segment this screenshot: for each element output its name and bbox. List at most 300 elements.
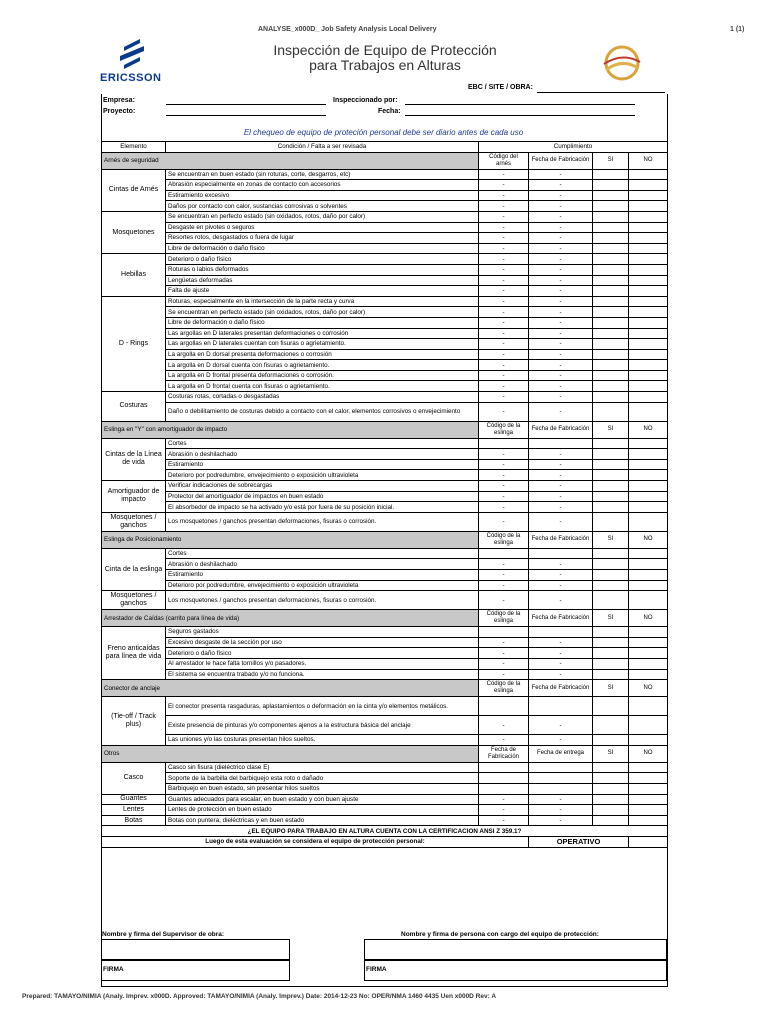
si-cell[interactable] — [593, 211, 629, 222]
date-cell[interactable]: - — [529, 317, 593, 328]
si-cell[interactable] — [593, 697, 629, 716]
date-cell[interactable]: - — [529, 491, 593, 502]
no-cell[interactable] — [629, 512, 668, 531]
code-cell[interactable]: - — [479, 201, 529, 212]
code-cell[interactable]: - — [479, 317, 529, 328]
no-cell[interactable] — [629, 658, 668, 669]
si-cell[interactable] — [593, 669, 629, 680]
checklist-row — [102, 815, 668, 826]
section-col-h1: Código de la eslinga — [479, 610, 529, 627]
no-cell[interactable] — [629, 559, 668, 570]
date-cell[interactable]: - — [529, 360, 593, 371]
date-cell[interactable]: - — [529, 580, 593, 591]
code-cell[interactable] — [479, 627, 529, 638]
date-cell[interactable] — [529, 438, 593, 449]
code-cell[interactable]: - — [479, 559, 529, 570]
section-title: Eslinga en "Y" con amortiguador de impacto — [102, 421, 479, 438]
code-cell[interactable]: - — [479, 254, 529, 265]
code-cell[interactable]: - — [479, 307, 529, 318]
si-cell[interactable] — [593, 222, 629, 233]
cargo-name-box[interactable] — [364, 939, 667, 961]
firma-label-1: FIRMA — [103, 966, 124, 973]
element-name: Guantes — [102, 794, 166, 805]
code-cell[interactable]: - — [479, 392, 529, 403]
empresa-label: Empresa: — [103, 97, 135, 104]
date-cell[interactable] — [529, 697, 593, 716]
condition-text: Lengüetas deformadas — [166, 275, 479, 286]
element-name: Costuras — [102, 392, 166, 422]
checklist-row — [102, 211, 668, 222]
si-cell[interactable] — [593, 762, 629, 773]
element-name: Cinta de la eslinga — [102, 548, 166, 590]
code-cell[interactable]: - — [479, 669, 529, 680]
no-cell[interactable] — [629, 169, 668, 180]
no-cell[interactable] — [629, 296, 668, 307]
date-cell[interactable] — [529, 627, 593, 638]
code-cell[interactable]: - — [479, 296, 529, 307]
no-cell[interactable] — [629, 254, 668, 265]
no-cell[interactable] — [629, 381, 668, 392]
date-cell[interactable]: - — [529, 591, 593, 610]
condition-text: Casco sin fisura (dieléctrico clase E) — [166, 762, 479, 773]
checklist-row — [102, 275, 668, 286]
date-cell[interactable]: - — [529, 339, 593, 350]
date-cell[interactable] — [529, 783, 593, 794]
date-cell[interactable]: - — [529, 243, 593, 254]
date-cell[interactable]: - — [529, 169, 593, 180]
si-cell[interactable] — [593, 735, 629, 746]
cargo-signature-box[interactable] — [364, 959, 667, 981]
site-field[interactable] — [537, 92, 665, 93]
code-cell[interactable]: - — [479, 502, 529, 513]
checklist-row — [102, 658, 668, 669]
si-cell[interactable] — [593, 286, 629, 297]
no-cell[interactable] — [629, 402, 668, 421]
si-cell[interactable] — [593, 773, 629, 784]
condition-text: La argolla en D frontal cuenta con fisuras o agrietamiento. — [166, 381, 479, 392]
date-cell[interactable]: - — [529, 381, 593, 392]
no-cell[interactable] — [629, 570, 668, 581]
code-cell[interactable]: - — [479, 570, 529, 581]
condition-text: Daños por contacto con calor, sustancias corrosivas o solventes — [166, 201, 479, 212]
no-cell[interactable] — [629, 580, 668, 591]
code-cell[interactable]: - — [479, 381, 529, 392]
proyecto-field[interactable] — [166, 115, 326, 116]
date-cell[interactable]: - — [529, 275, 593, 286]
condition-text: Lentes de protección en buen estado — [166, 805, 479, 816]
element-name: Botas — [102, 815, 166, 826]
code-cell[interactable] — [479, 438, 529, 449]
si-cell[interactable] — [593, 317, 629, 328]
no-cell[interactable] — [629, 275, 668, 286]
code-cell[interactable]: - — [479, 339, 529, 350]
checklist-body — [102, 152, 668, 826]
code-cell[interactable]: - — [479, 286, 529, 297]
code-cell[interactable]: - — [479, 580, 529, 591]
si-cell[interactable] — [593, 254, 629, 265]
condition-text: El conector presenta rasgaduras, aplastamientos o deformación en la cinta y/o elementos metálicos. — [166, 697, 479, 716]
si-cell[interactable] — [593, 570, 629, 581]
code-cell[interactable]: - — [479, 481, 529, 492]
code-cell[interactable]: - — [479, 470, 529, 481]
code-cell[interactable]: - — [479, 459, 529, 470]
elemento-header: Elemento — [102, 142, 166, 153]
checklist-row — [102, 449, 668, 460]
date-cell[interactable]: - — [529, 648, 593, 659]
date-cell[interactable]: - — [529, 481, 593, 492]
code-cell[interactable] — [479, 783, 529, 794]
date-cell[interactable]: - — [529, 735, 593, 746]
si-cell[interactable] — [593, 402, 629, 421]
date-cell[interactable]: - — [529, 805, 593, 816]
date-cell[interactable]: - — [529, 222, 593, 233]
checklist-row — [102, 459, 668, 470]
si-cell[interactable] — [593, 637, 629, 648]
si-cell[interactable] — [593, 481, 629, 492]
condition-text: Soporte de la barbilla del barbiquejo esta roto o dañado — [166, 773, 479, 784]
section-title: Conector de anclaje — [102, 680, 479, 697]
condition-text: Libre de deformación o daño físico — [166, 243, 479, 254]
no-cell[interactable] — [629, 591, 668, 610]
inspeccionado-field[interactable] — [405, 104, 635, 105]
si-cell[interactable] — [593, 180, 629, 191]
date-cell[interactable]: - — [529, 559, 593, 570]
no-cell[interactable] — [629, 339, 668, 350]
si-cell[interactable] — [593, 264, 629, 275]
condition-text: Cortes — [166, 438, 479, 449]
ansi-question: ¿EL EQUIPO PARA TRABAJO EN ALTURA CUENTA CON LA CERTIFICACION ANSI Z 359.1? — [102, 826, 668, 837]
inspeccionado-label: Inspeccionado por: — [333, 97, 398, 104]
no-cell[interactable] — [629, 459, 668, 470]
si-cell[interactable] — [593, 328, 629, 339]
si-cell[interactable] — [593, 243, 629, 254]
si-cell[interactable] — [593, 190, 629, 201]
supervisor-signature-box[interactable] — [101, 959, 290, 981]
date-cell[interactable]: - — [529, 794, 593, 805]
no-cell[interactable] — [629, 370, 668, 381]
code-cell[interactable]: - — [479, 794, 529, 805]
checklist-row — [102, 637, 668, 648]
no-cell[interactable] — [629, 470, 668, 481]
section-col-h1: Código de la eslinga — [479, 531, 529, 548]
checklist-row — [102, 491, 668, 502]
no-cell[interactable] — [629, 438, 668, 449]
si-cell[interactable] — [593, 658, 629, 669]
si-cell[interactable] — [593, 548, 629, 559]
condition-text: Existe presencia de pinturas y/o componentes ajenos a la estructura básica del anclaje — [166, 716, 479, 735]
no-cell[interactable] — [629, 697, 668, 716]
section-col-h1: Fecha de Fabricación — [479, 745, 529, 762]
si-cell[interactable] — [593, 580, 629, 591]
code-cell[interactable]: - — [479, 658, 529, 669]
code-cell[interactable]: - — [479, 360, 529, 371]
date-cell[interactable]: - — [529, 264, 593, 275]
code-cell[interactable] — [479, 762, 529, 773]
code-cell[interactable]: - — [479, 243, 529, 254]
date-cell[interactable]: - — [529, 459, 593, 470]
code-cell[interactable]: - — [479, 370, 529, 381]
no-cell[interactable] — [629, 392, 668, 403]
checklist-row — [102, 470, 668, 481]
section-col-h4: NO — [629, 152, 668, 169]
si-cell[interactable] — [593, 648, 629, 659]
element-name: (Tie-off / Track plus) — [102, 697, 166, 746]
section-col-h3: SI — [593, 531, 629, 548]
code-cell[interactable]: - — [479, 233, 529, 244]
si-cell[interactable] — [593, 381, 629, 392]
checklist-row — [102, 438, 668, 449]
si-cell[interactable] — [593, 370, 629, 381]
checklist-row — [102, 254, 668, 265]
no-cell[interactable] — [629, 222, 668, 233]
date-cell[interactable]: - — [529, 512, 593, 531]
date-cell[interactable]: - — [529, 669, 593, 680]
date-cell[interactable]: - — [529, 190, 593, 201]
section-title: Otros — [102, 745, 479, 762]
no-cell[interactable] — [629, 180, 668, 191]
condition-text: Estiramiento — [166, 459, 479, 470]
checklist-row — [102, 328, 668, 339]
si-cell[interactable] — [593, 201, 629, 212]
code-cell[interactable] — [479, 773, 529, 784]
si-cell[interactable] — [593, 275, 629, 286]
no-cell[interactable] — [629, 286, 668, 297]
date-cell[interactable]: - — [529, 716, 593, 735]
date-cell[interactable]: - — [529, 211, 593, 222]
si-cell[interactable] — [593, 502, 629, 513]
date-cell[interactable]: - — [529, 402, 593, 421]
date-cell[interactable]: - — [529, 254, 593, 265]
section-col-h3: SI — [593, 610, 629, 627]
condition-text: Abrasión o deshilachado — [166, 449, 479, 460]
no-cell[interactable] — [629, 627, 668, 638]
section-col-h2: Fecha de entrega — [529, 745, 593, 762]
condition-text: Los mosquetones / ganchos presentan deformaciones, fisuras o corrosión. — [166, 512, 479, 531]
no-cell[interactable] — [629, 648, 668, 659]
code-cell[interactable]: - — [479, 449, 529, 460]
no-cell[interactable] — [629, 481, 668, 492]
date-cell[interactable]: - — [529, 392, 593, 403]
condition-text: Cortes — [166, 548, 479, 559]
si-cell[interactable] — [593, 349, 629, 360]
date-cell[interactable]: - — [529, 570, 593, 581]
date-cell[interactable]: - — [529, 502, 593, 513]
section-title: Arnés de seguridad — [102, 152, 479, 169]
si-cell[interactable] — [593, 339, 629, 350]
condition-text: El sistema se encuentra trabado y/o no funciona. — [166, 669, 479, 680]
checklist-row — [102, 296, 668, 307]
code-cell[interactable]: - — [479, 591, 529, 610]
section-col-h4: NO — [629, 421, 668, 438]
no-cell[interactable] — [629, 794, 668, 805]
no-cell[interactable] — [629, 328, 668, 339]
no-cell[interactable] — [629, 360, 668, 371]
code-cell[interactable]: - — [479, 180, 529, 191]
no-cell[interactable] — [629, 491, 668, 502]
si-cell[interactable] — [593, 360, 629, 371]
date-cell[interactable]: - — [529, 307, 593, 318]
no-cell[interactable] — [629, 264, 668, 275]
date-cell[interactable]: - — [529, 658, 593, 669]
si-cell[interactable] — [593, 805, 629, 816]
no-cell[interactable] — [629, 317, 668, 328]
no-cell[interactable] — [629, 211, 668, 222]
checklist-row — [102, 286, 668, 297]
code-cell[interactable]: - — [479, 805, 529, 816]
element-name: Freno anticaídas para línea de vida — [102, 627, 166, 680]
element-name: Lentes — [102, 805, 166, 816]
si-cell[interactable] — [593, 512, 629, 531]
condition-text: Roturas, especialmente en la intersección de la parte recta y curva — [166, 296, 479, 307]
si-cell[interactable] — [593, 627, 629, 638]
date-cell[interactable]: - — [529, 180, 593, 191]
checklist-row — [102, 349, 668, 360]
no-cell[interactable] — [629, 762, 668, 773]
code-cell[interactable]: - — [479, 328, 529, 339]
status-row — [102, 836, 668, 847]
code-cell[interactable] — [479, 697, 529, 716]
si-cell[interactable] — [593, 438, 629, 449]
si-cell[interactable] — [593, 449, 629, 460]
no-cell[interactable] — [629, 716, 668, 735]
condition-text: Abrasión o deshilachado — [166, 559, 479, 570]
si-cell[interactable] — [593, 591, 629, 610]
document-top-title: ANALYSE_x000D_ Job Safety Analysis Local Delivery — [258, 26, 437, 33]
section-col-h3: SI — [593, 745, 629, 762]
checklist-row — [102, 697, 668, 716]
element-name: Mosquetones / ganchos — [102, 591, 166, 610]
code-cell[interactable]: - — [479, 491, 529, 502]
code-cell[interactable] — [479, 548, 529, 559]
date-cell[interactable] — [529, 773, 593, 784]
condition-text: Deterioro o daño físico — [166, 648, 479, 659]
checklist-row — [102, 180, 668, 191]
code-cell[interactable]: - — [479, 716, 529, 735]
no-cell[interactable] — [629, 449, 668, 460]
checklist-row — [102, 669, 668, 680]
date-cell[interactable]: - — [529, 470, 593, 481]
code-cell[interactable]: - — [479, 190, 529, 201]
si-cell[interactable] — [593, 233, 629, 244]
checklist-row — [102, 222, 668, 233]
no-cell[interactable] — [629, 735, 668, 746]
date-cell[interactable]: - — [529, 296, 593, 307]
section-col-h2: Fecha de Fabricación — [529, 531, 593, 548]
date-cell[interactable]: - — [529, 201, 593, 212]
si-cell[interactable] — [593, 491, 629, 502]
element-name: Mosquetones / ganchos — [102, 512, 166, 531]
no-cell[interactable] — [629, 349, 668, 360]
date-cell[interactable]: - — [529, 370, 593, 381]
element-name: Amortiguador de impacto — [102, 481, 166, 513]
fecha-field[interactable] — [405, 115, 635, 116]
date-cell[interactable] — [529, 548, 593, 559]
si-cell[interactable] — [593, 296, 629, 307]
status-extra-cell — [629, 836, 668, 847]
si-cell[interactable] — [593, 470, 629, 481]
code-cell[interactable]: - — [479, 512, 529, 531]
code-cell[interactable]: - — [479, 222, 529, 233]
no-cell[interactable] — [629, 502, 668, 513]
code-cell[interactable]: - — [479, 275, 529, 286]
code-cell[interactable]: - — [479, 169, 529, 180]
checklist-row — [102, 762, 668, 773]
section-col-h2: Fecha de Fabricación — [529, 610, 593, 627]
section-col-h2: Fecha de Fabricación — [529, 421, 593, 438]
date-cell[interactable]: - — [529, 286, 593, 297]
code-cell[interactable]: - — [479, 648, 529, 659]
si-cell[interactable] — [593, 307, 629, 318]
code-cell[interactable]: - — [479, 815, 529, 826]
no-cell[interactable] — [629, 243, 668, 254]
section-col-h1: Código del arnés — [479, 152, 529, 169]
no-cell[interactable] — [629, 805, 668, 816]
si-cell[interactable] — [593, 459, 629, 470]
code-cell[interactable]: - — [479, 735, 529, 746]
no-cell[interactable] — [629, 190, 668, 201]
date-cell[interactable]: - — [529, 233, 593, 244]
checklist-row — [102, 783, 668, 794]
condition-text: Desgaste en pivotes o seguros — [166, 222, 479, 233]
checklist-row — [102, 559, 668, 570]
date-cell[interactable]: - — [529, 328, 593, 339]
condition-text: La argolla en D frontal presenta deformaciones o corrosión. — [166, 370, 479, 381]
page-number: 1 (1) — [730, 26, 745, 33]
no-cell[interactable] — [629, 783, 668, 794]
date-cell[interactable]: - — [529, 449, 593, 460]
si-cell[interactable] — [593, 783, 629, 794]
date-cell[interactable] — [529, 762, 593, 773]
no-cell[interactable] — [629, 548, 668, 559]
no-cell[interactable] — [629, 233, 668, 244]
no-cell[interactable] — [629, 637, 668, 648]
date-cell[interactable]: - — [529, 637, 593, 648]
si-cell[interactable] — [593, 169, 629, 180]
code-cell[interactable]: - — [479, 211, 529, 222]
date-cell[interactable]: - — [529, 349, 593, 360]
checklist-row — [102, 243, 668, 254]
condition-text: Daño o debilitamiento de costuras debido a contacto con el calor, elementos corrosivos o envejecimiento — [166, 402, 479, 421]
condition-text: Se encuentran en perfecto estado (sin oxidados, rotos, daño por calor) — [166, 211, 479, 222]
no-cell[interactable] — [629, 201, 668, 212]
code-cell[interactable]: - — [479, 637, 529, 648]
no-cell[interactable] — [629, 307, 668, 318]
code-cell[interactable]: - — [479, 264, 529, 275]
si-cell[interactable] — [593, 716, 629, 735]
checklist-row — [102, 548, 668, 559]
condition-text: Botas con puntera, dieléctricas y en buen estado — [166, 815, 479, 826]
firma-label-2: FIRMA — [366, 966, 387, 973]
no-cell[interactable] — [629, 773, 668, 784]
status-value[interactable]: OPERATIVO — [529, 836, 629, 847]
checklist-row — [102, 716, 668, 735]
si-cell[interactable] — [593, 559, 629, 570]
empresa-field[interactable] — [166, 104, 326, 105]
condition-text: Verificar indicaciones de sobrecargas — [166, 481, 479, 492]
form-title — [240, 43, 530, 73]
supervisor-name-box[interactable] — [101, 939, 290, 961]
condition-text: Al arrestador le hace falta tornillos y/o pasadores. — [166, 658, 479, 669]
code-cell[interactable]: - — [479, 349, 529, 360]
no-cell[interactable] — [629, 669, 668, 680]
date-cell[interactable]: - — [529, 815, 593, 826]
si-cell[interactable] — [593, 815, 629, 826]
si-cell[interactable] — [593, 794, 629, 805]
condition-text: Costuras rotas, cortadas o desgastadas — [166, 392, 479, 403]
no-cell[interactable] — [629, 815, 668, 826]
si-cell[interactable] — [593, 392, 629, 403]
code-cell[interactable]: - — [479, 402, 529, 421]
